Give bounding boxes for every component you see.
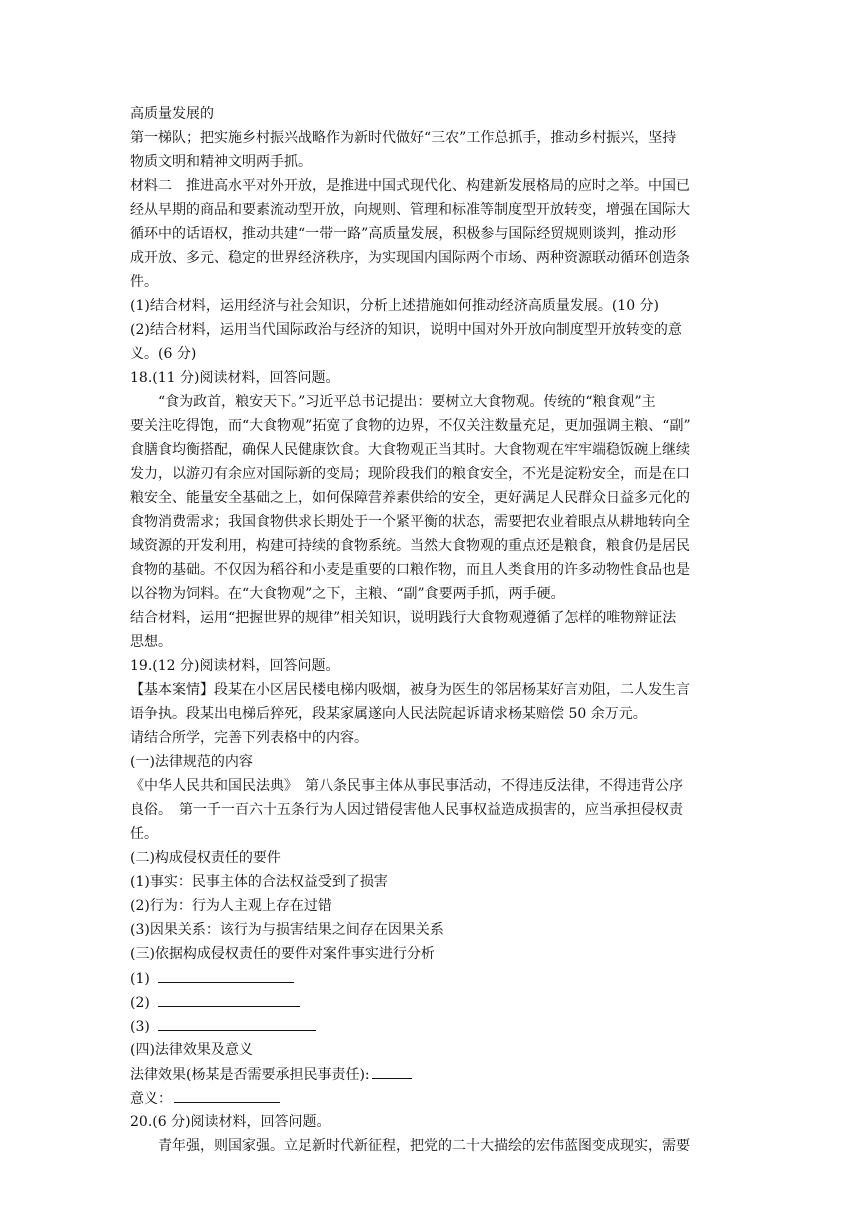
question-17-2: (2)结合材料，运用当代国际政治与经济的知识，说明中国对外开放向制度型开放转变的意	[130, 322, 682, 338]
section-3-heading: (三)依据构成侵权责任的要件对案件事实进行分析	[130, 946, 435, 962]
text-line: 第一梯队；把实施乡村振兴战略作为新时代做好“三农”工作总抓手，推动乡村振兴，坚持	[130, 130, 677, 146]
passage-18-line: 域资源的开发利用，构建可持续的食物系统。当然大食物观的重点还是粮食，粮食仍是居民	[130, 538, 690, 554]
question-18-heading: 18.(11 分)阅读材料，回答问题。	[130, 370, 340, 386]
element-causation: (3)因果关系：该行为与损害结果之间存在因果关系	[130, 922, 444, 938]
answer-row-3	[130, 1014, 742, 1038]
instruction-line: 请结合所学，完善下列表格中的内容。	[130, 730, 368, 746]
meaning-blank[interactable]	[174, 1086, 280, 1103]
material-2-line: 成开放、多元、稳定的世界经济秩序，为实现国内国际两个市场、两种资源联动循环创造条	[130, 250, 690, 266]
element-fact: (1)事实：民事主体的合法权益受到了损害	[130, 874, 388, 890]
legal-effect-label: 法律效果(杨某是否需要承担民事责任):	[130, 1067, 370, 1083]
document-page	[130, 102, 742, 1158]
legal-effect-row	[130, 1062, 742, 1086]
case-line: 【基本案情】段某在小区居民楼电梯内吸烟，被身为医生的邻居杨某好言劝阻，二人发生言	[130, 682, 690, 698]
meaning-row	[130, 1086, 742, 1110]
material-2-line: 件。	[130, 274, 158, 290]
question-20-heading: 20.(6 分)阅读材料，回答问题。	[130, 1114, 331, 1130]
question-17-2-cont: 义。(6 分)	[130, 346, 197, 362]
section-4-heading: (四)法律效果及意义	[130, 1042, 253, 1058]
passage-18-line: 食物的基础。不仅因为稻谷和小麦是重要的口粮作物，而且人类食用的许多动物性食品也是	[130, 562, 690, 578]
passage-18-line: 粮安全、能量安全基础之上，如何保障营养素供给的安全，更好满足人民群众日益多元化的	[130, 490, 690, 506]
case-line: 语争执。段某出电梯后猝死，段某家属遂向人民法院起诉请求杨某赔偿 50 余万元。	[130, 706, 647, 722]
question-18-prompt-cont: 思想。	[130, 634, 172, 650]
passage-18-line: 以谷物为饲料。在“大食物观”之下，主粮、“副”食要两手抓，两手硬。	[130, 586, 565, 602]
question-19-heading: 19.(12 分)阅读材料，回答问题。	[130, 658, 340, 674]
passage-20-line: 青年强，则国家强。立足新时代新征程，把党的二十大描绘的宏伟蓝图变成现实，需要	[158, 1138, 690, 1154]
text-line: 物质文明和精神文明两手抓。	[130, 154, 312, 170]
question-18-prompt: 结合材料，运用“把握世界的规律”相关知识，说明践行大食物观遵循了怎样的唯物辩证法	[130, 610, 677, 626]
passage-18-line: “食为政首，粮安天下。”习近平总书记提出：要树立大食物观。传统的“粮食观”主	[158, 394, 656, 410]
passage-18-line: 食膳食均衡搭配，确保人民健康饮食。大食物观正当其时。大食物观在牢牢端稳饭碗上继续	[130, 442, 690, 458]
answer-label: (3)	[130, 1019, 150, 1035]
passage-18-line: 发力，以游刃有余应对国际新的变局；现阶段我们的粮食安全，不光是淀粉安全，而是在口	[130, 466, 690, 482]
section-1-heading: (一)法律规范的内容	[130, 754, 253, 770]
answer-label: (2)	[130, 995, 150, 1011]
meaning-label: 意义：	[130, 1091, 172, 1107]
answer-blank-2[interactable]	[158, 990, 300, 1007]
law-line: 良俗。 第一千一百六十五条行为人因过错侵害他人民事权益造成损害的，应当承担侵权责	[130, 802, 683, 818]
answer-blank-1[interactable]	[158, 966, 294, 983]
element-act: (2)行为：行为人主观上存在过错	[130, 898, 332, 914]
answer-blank-3[interactable]	[158, 1014, 316, 1031]
text-line: 高质量发展的	[130, 106, 214, 122]
material-2-line: 材料二 推进高水平对外开放，是推进中国式现代化、构建新发展格局的应时之举。中国已	[130, 178, 690, 194]
law-line: 任。	[130, 826, 158, 842]
question-17-1: (1)结合材料，运用经济与社会知识，分析上述措施如何推动经济高质量发展。(10 分)	[130, 298, 660, 314]
material-2-line: 循环中的话语权，推动共建“一带一路”高质量发展，积极参与国际经贸规则谈判，推动形	[130, 226, 677, 242]
law-line: 《中华人民共和国民法典》 第八条民事主体从事民事活动，不得违反法律，不得违背公序	[130, 778, 683, 794]
passage-18-line: 要关注吃得饱，而“大食物观”拓宽了食物的边界，不仅关注数量充足，更加强调主粮、“副”	[130, 418, 691, 434]
passage-18-line: 食物消费需求；我国食物供求长期处于一个紧平衡的状态，需要把农业着眼点从耕地转向全	[130, 514, 690, 530]
answer-label: (1)	[130, 971, 150, 987]
answer-row-2	[130, 990, 742, 1014]
material-2-line: 经从早期的商品和要素流动型开放，向规则、管理和标准等制度型开放转变，增强在国际大	[130, 202, 690, 218]
answer-row-1	[130, 966, 742, 990]
legal-effect-blank[interactable]	[372, 1062, 412, 1079]
section-2-heading: (二)构成侵权责任的要件	[130, 850, 281, 866]
